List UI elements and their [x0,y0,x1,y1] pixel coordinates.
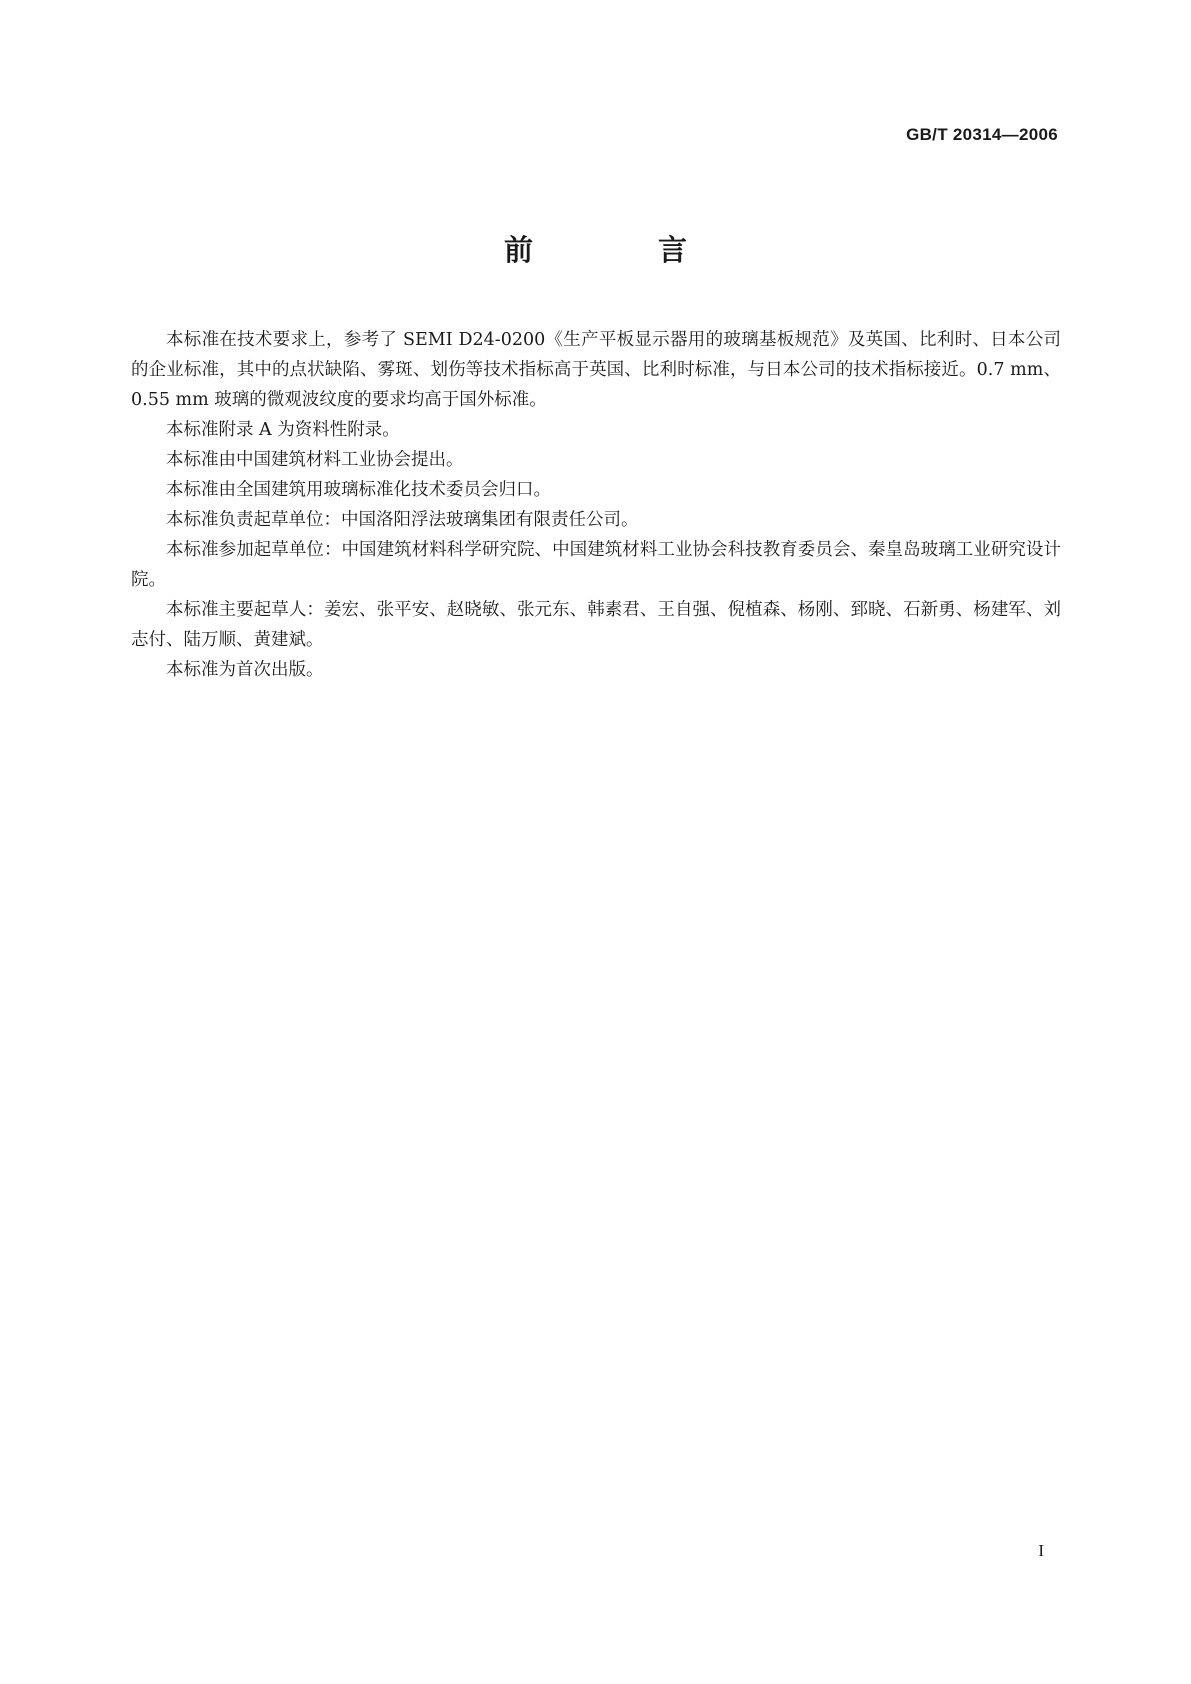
page-title: 前 言 [503,233,735,267]
paragraph-appendix: 本标准附录 A 为资料性附录。 [166,420,400,440]
page-number: I [1038,1541,1044,1560]
paragraph-main-drafters: 本标准主要起草人：姜宏、张平安、赵晓敏、张元东、韩素君、王自强、倪植森、杨刚、郅晓、石新勇、杨建军、刘志付、陆万顺、黄建斌。 [131,600,1061,650]
paragraph-first-edition: 本标准为首次出版。 [166,660,324,680]
paragraph-participating-drafters: 本标准参加起草单位：中国建筑材料科学研究院、中国建筑材料工业协会科技教育委员会、秦皇岛玻璃工业研究设计院。 [131,540,1061,590]
standard-code: GB/T 20314—2006 [906,125,1058,144]
paragraph-reference-standards: 本标准在技术要求上，参考了 SEMI D24-0200《生产平板显示器用的玻璃基板规范》及英国、比利时、日本公司的企业标准，其中的点状缺陷、雾斑、划伤等技术指标高于英国、比利时标准，与日本公司的技术指标接近。0.7 mm、0.55 mm 玻璃的微观波纹度的要求均高于国外标准。 [131,330,1061,410]
paragraph-proposed-by: 本标准由中国建筑材料工业协会提出。 [166,450,464,470]
paragraph-responsible-drafter: 本标准负责起草单位：中国洛阳浮法玻璃集团有限责任公司。 [166,510,639,530]
foreword-body [131,325,1061,685]
paragraph-centralized-by: 本标准由全国建筑用玻璃标准化技术委员会归口。 [166,480,551,500]
